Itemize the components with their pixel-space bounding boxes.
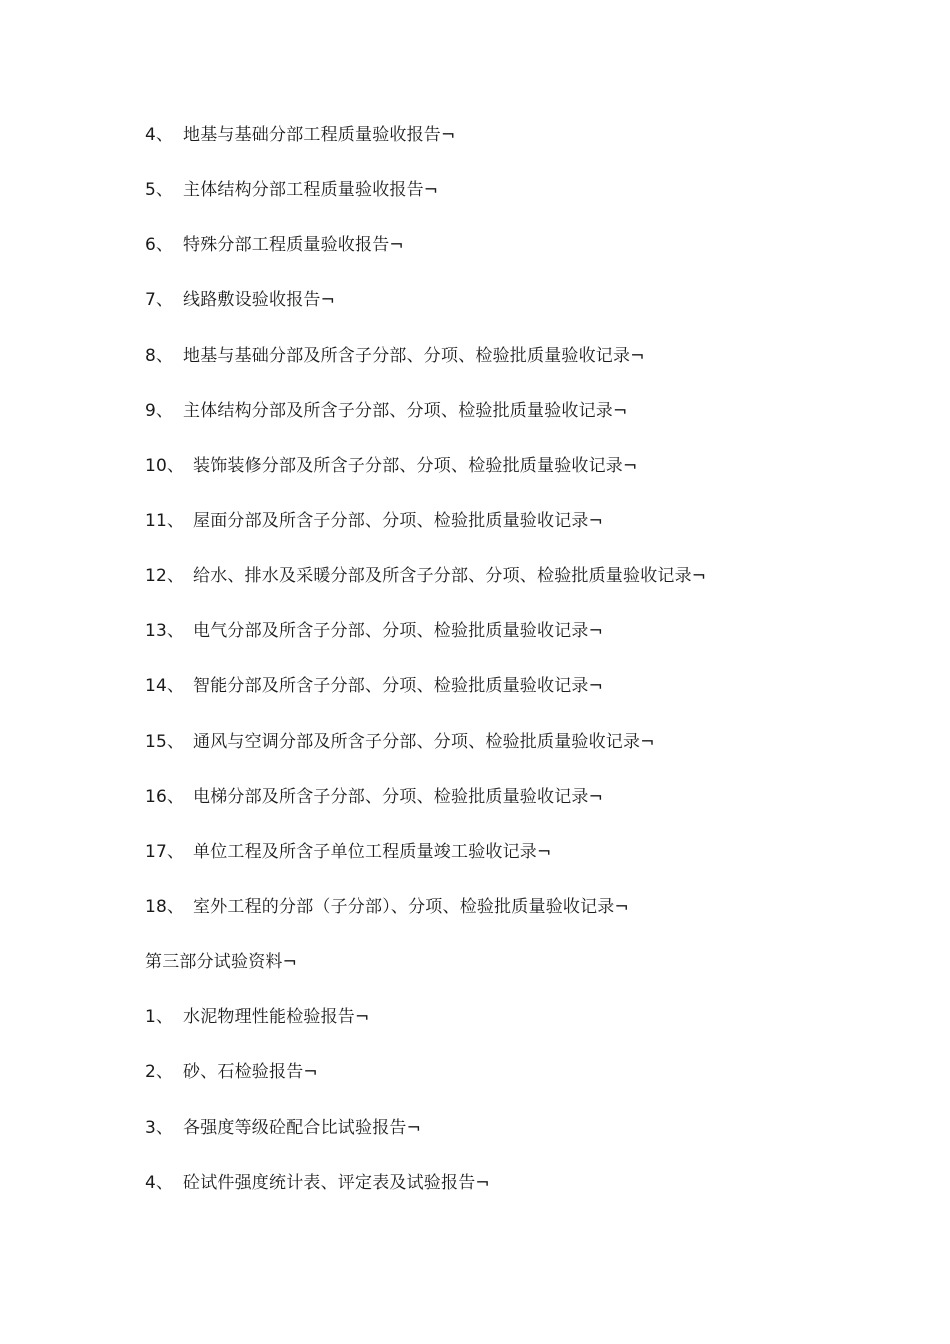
item-number: 12、 — [145, 566, 185, 587]
item-number: 16、 — [145, 786, 185, 807]
item-number: 6、 — [145, 235, 174, 256]
item-number: 10、 — [145, 455, 185, 476]
list-item — [145, 228, 905, 283]
item-text: 给水、排水及采暖分部及所含子分部、分项、检验批质量验收记录¬ — [193, 566, 707, 587]
item-text: 装饰装修分部及所含子分部、分项、检验批质量验收记录¬ — [193, 455, 638, 476]
list-item — [145, 614, 905, 669]
list-item — [145, 1111, 905, 1166]
item-number: 8、 — [145, 345, 174, 366]
item-text: 单位工程及所含子单位工程质量竣工验收记录¬ — [193, 841, 552, 862]
list-item — [145, 559, 905, 614]
item-number: 13、 — [145, 621, 185, 642]
document-list — [145, 118, 905, 1221]
item-number: 15、 — [145, 731, 185, 752]
item-number: 4、 — [145, 125, 174, 145]
list-item — [145, 283, 905, 338]
item-text: 地基与基础分部工程质量验收报告¬ — [183, 125, 456, 145]
list-item — [145, 725, 905, 780]
item-text: 智能分部及所含子分部、分项、检验批质量验收记录¬ — [193, 676, 604, 697]
list-item — [145, 1000, 905, 1055]
list-item — [145, 394, 905, 449]
list-item — [145, 504, 905, 559]
list-item — [145, 1166, 905, 1221]
item-text: 屋面分部及所含子分部、分项、检验批质量验收记录¬ — [193, 510, 604, 531]
item-number: 17、 — [145, 841, 185, 862]
list-item — [145, 890, 905, 945]
item-text: 水泥物理性能检验报告¬ — [183, 1007, 370, 1028]
item-number: 18、 — [145, 896, 185, 917]
list-item — [145, 780, 905, 835]
item-text: 主体结构分部工程质量验收报告¬ — [183, 180, 439, 201]
item-number: 14、 — [145, 676, 185, 697]
list-item — [145, 118, 905, 173]
list-item — [145, 339, 905, 394]
item-text: 室外工程的分部（子分部）、分项、检验批质量验收记录¬ — [193, 896, 629, 917]
section-heading-text: 第三部分试验资料¬ — [145, 952, 298, 973]
item-text: 电气分部及所含子分部、分项、检验批质量验收记录¬ — [193, 621, 604, 642]
item-number: 1、 — [145, 1007, 174, 1028]
item-text: 各强度等级砼配合比试验报告¬ — [183, 1117, 422, 1138]
item-text: 主体结构分部及所含子分部、分项、检验批质量验收记录¬ — [183, 400, 628, 421]
item-number: 5、 — [145, 180, 174, 201]
item-text: 通风与空调分部及所含子分部、分项、检验批质量验收记录¬ — [193, 731, 655, 752]
item-number: 9、 — [145, 400, 174, 421]
item-number: 7、 — [145, 290, 174, 311]
item-number: 4、 — [145, 1172, 174, 1193]
item-text: 电梯分部及所含子分部、分项、检验批质量验收记录¬ — [193, 786, 604, 807]
item-number: 3、 — [145, 1117, 174, 1138]
list-item — [145, 173, 905, 228]
item-text: 特殊分部工程质量验收报告¬ — [183, 235, 404, 256]
item-number: 2、 — [145, 1062, 174, 1083]
item-text: 砼试件强度统计表、评定表及试验报告¬ — [183, 1172, 490, 1193]
item-text: 砂、石检验报告¬ — [183, 1062, 318, 1083]
item-number: 11、 — [145, 510, 185, 531]
section-heading — [145, 945, 905, 1000]
list-item — [145, 1055, 905, 1110]
item-text: 地基与基础分部及所含子分部、分项、检验批质量验收记录¬ — [183, 345, 645, 366]
item-text: 线路敷设验收报告¬ — [183, 290, 336, 311]
list-item — [145, 449, 905, 504]
list-item — [145, 835, 905, 890]
list-item — [145, 669, 905, 724]
